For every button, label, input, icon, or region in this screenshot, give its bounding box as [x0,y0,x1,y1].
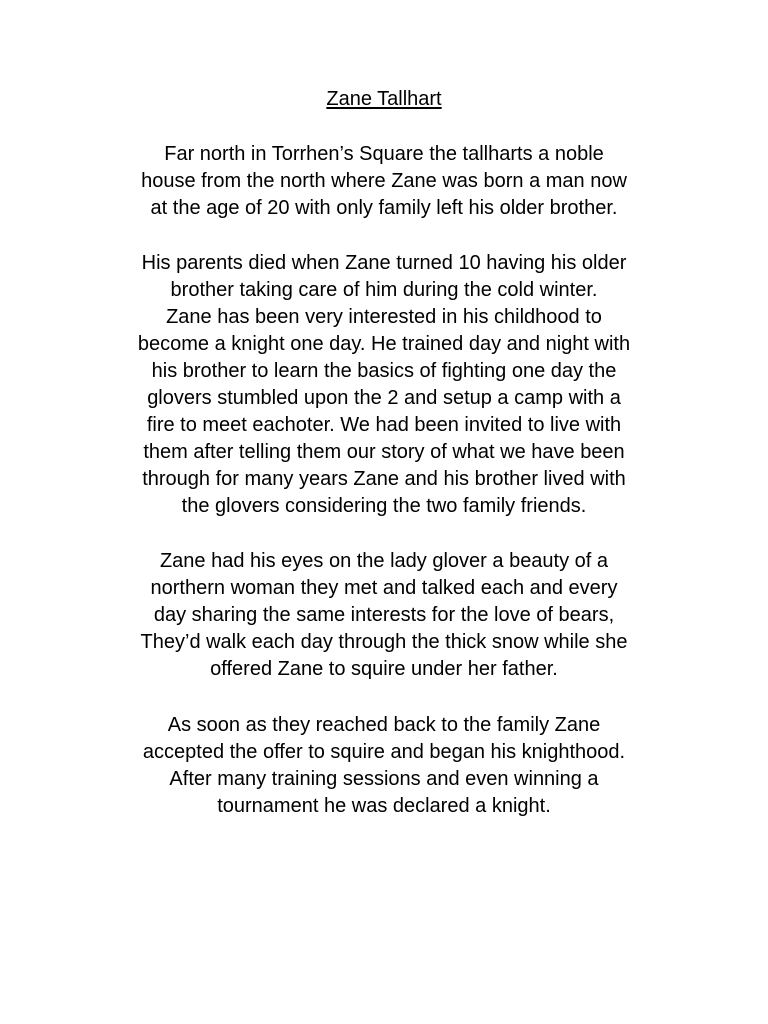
paragraph-line: tournament he was declared a knight. [217,795,551,817]
paragraph-line: Far north in Torrhen’s Square the tallharts a noble [164,143,604,165]
paragraph-line: them after telling them our story of what we have been [143,441,625,463]
paragraph-childhood [84,250,684,520]
paragraph-line: day sharing the same interests for the love of bears, [153,604,615,626]
paragraph-line: As soon as they reached back to the family Zane [167,714,601,736]
paragraph-line: Zane has been very interested in his childhood to [166,306,602,328]
paragraph-line: the glovers considering the two family friends. [181,495,587,517]
paragraph-knighthood [84,712,684,820]
paragraph-line: accepted the offer to squire and began his knighthood. [142,741,626,763]
paragraph-line: house from the north where Zane was born a man now [141,170,627,192]
paragraph-line: They’d walk each day through the thick snow while she [140,631,628,653]
paragraph-line: through for many years Zane and his brother lived with [142,468,626,490]
paragraph-line: After many training sessions and even winning a [169,768,599,790]
paragraph-line: his brother to learn the basics of fighting one day the [151,360,617,382]
paragraph-origin [84,141,684,222]
paragraph-line: Zane had his eyes on the lady glover a beauty of a [159,550,609,572]
paragraph-line: His parents died when Zane turned 10 having his older [141,252,627,274]
paragraph-lady-glover [84,548,684,683]
paragraph-line: brother taking care of him during the cold winter. [170,279,598,301]
paragraph-line: at the age of 20 with only family left his older brother. [150,197,618,219]
paragraph-line: offered Zane to squire under her father. [210,658,558,680]
paragraph-line: glovers stumbled upon the 2 and setup a camp with a [147,387,621,409]
paragraph-line: become a knight one day. He trained day and night with [137,333,631,355]
document-title: Zane Tallhart [326,88,442,110]
paragraph-line: fire to meet eachoter. We had been invited to live with [146,414,622,436]
paragraph-line: northern woman they met and talked each and every [150,577,618,599]
